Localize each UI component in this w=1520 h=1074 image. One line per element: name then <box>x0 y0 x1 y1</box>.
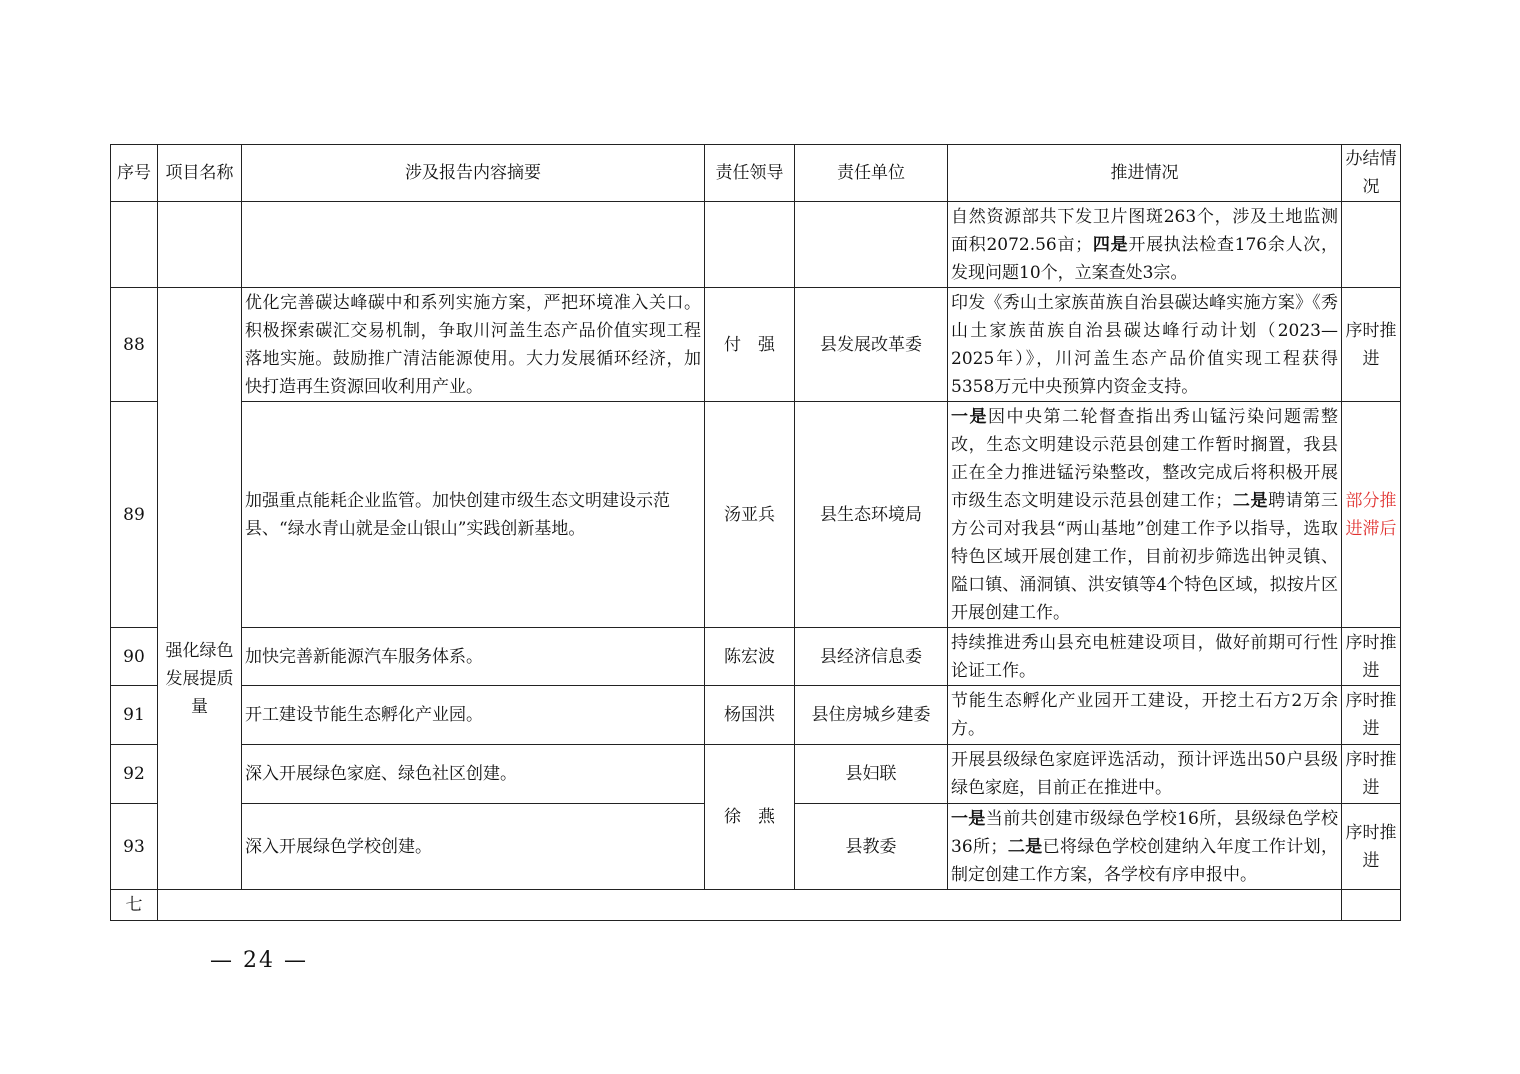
progress-text: 开展执法检查176余人次，发现问题10个，立案查处3宗。 <box>951 234 1339 283</box>
progress-emphasis: 四是 <box>1092 234 1129 255</box>
section-number: 七 <box>111 890 158 921</box>
row-progress <box>948 745 1342 804</box>
progress-emphasis: 一是 <box>951 808 986 829</box>
group-name: 强化绿色发展提质量 <box>158 288 242 890</box>
row-summary: 深入开展绿色学校创建。 <box>242 804 705 890</box>
progress-text: 印发《秀山土家族苗族自治县碳达峰实施方案》《秀山土家族苗族自治县碳达峰行动计划（2023—2025年）》，川河盖生态产品价值实现工程获得5358万元中央预算内资金支持。 <box>951 292 1338 397</box>
row-summary: 深入开展绿色家庭、绿色社区创建。 <box>242 745 705 804</box>
table-row <box>111 402 1401 628</box>
header-leader: 责任领导 <box>705 145 795 202</box>
progress-text: 持续推进秀山县充电桩建设项目，做好前期可行性论证工作。 <box>951 632 1338 681</box>
row-unit: 县妇联 <box>795 745 948 804</box>
progress-text: 聘请第三方公司对我县“两山基地”创建工作予以指导，选取特色区域开展创建工作，目前初步筛选出钟灵镇、隘口镇、涌洞镇、洪安镇等4个特色区域，拟按片区开展创建工作。 <box>951 490 1339 623</box>
progress-text: 节能生态孵化产业园开工建设，开挖土石方2万余方。 <box>951 691 1338 739</box>
row-number: 88 <box>111 288 158 402</box>
row-summary: 优化完善碳达峰碳中和系列实施方案，严把环境准入关口。积极探索碳汇交易机制，争取川河盖生态产品价值实现工程落地实施。鼓励推广清洁能源使用。大力发展循环经济，加快打造再生资源回收利用产业。 <box>242 288 705 402</box>
row-status: 序时推进 <box>1342 686 1401 745</box>
cell-project <box>158 202 242 288</box>
table-row-continuation <box>111 202 1401 288</box>
row-status: 序时推进 <box>1342 628 1401 686</box>
row-leader: 汤亚兵 <box>705 402 795 628</box>
row-progress <box>948 402 1342 628</box>
cell-status <box>1342 202 1401 288</box>
progress-table <box>110 144 1401 921</box>
row-summary: 加快完善新能源汽车服务体系。 <box>242 628 705 686</box>
header-project: 项目名称 <box>158 145 242 202</box>
header-unit: 责任单位 <box>795 145 948 202</box>
row-summary: 开工建设节能生态孵化产业园。 <box>242 686 705 745</box>
progress-text: 因中央第二轮督查指出秀山锰污染问题需整改，生态文明建设示范县创建工作暂时搁置，我县正在全力推进锰污染整改，整改完成后将积极开展市级生态文明建设示范县创建工作； <box>951 406 1338 511</box>
row-number: 92 <box>111 745 158 804</box>
table-row-section <box>111 890 1401 921</box>
cell-leader <box>705 202 795 288</box>
page-number: — 24 — <box>210 948 308 973</box>
row-number: 93 <box>111 804 158 890</box>
row-unit: 县住房城乡建委 <box>795 686 948 745</box>
progress-text: 当前共创建市级绿色学校16所，县级绿色学校36所； <box>951 808 1338 857</box>
row-leader: 杨国洪 <box>705 686 795 745</box>
cell-unit <box>795 202 948 288</box>
progress-emphasis: 一是 <box>951 406 988 427</box>
progress-emphasis: 二是 <box>1232 490 1269 511</box>
row-unit: 县生态环境局 <box>795 402 948 628</box>
row-leader: 徐 燕 <box>705 745 795 890</box>
row-unit: 县经济信息委 <box>795 628 948 686</box>
row-leader: 陈宏波 <box>705 628 795 686</box>
progress-text: 自然资源部共下发卫片图斑263个，涉及土地监测面积2072.56亩； <box>951 206 1338 255</box>
row-progress <box>948 628 1342 686</box>
row-number: 91 <box>111 686 158 745</box>
table-row <box>111 745 1401 804</box>
header-progress: 推进情况 <box>948 145 1342 202</box>
row-unit: 县发展改革委 <box>795 288 948 402</box>
row-status: 部分推进滞后 <box>1342 402 1401 628</box>
progress-text: 已将绿色学校创建纳入年度工作计划，制定创建工作方案，各学校有序申报中。 <box>951 836 1339 885</box>
section-status <box>1342 890 1401 921</box>
row-status: 序时推进 <box>1342 745 1401 804</box>
row-progress <box>948 804 1342 890</box>
table-row <box>111 628 1401 686</box>
row-status: 序时推进 <box>1342 288 1401 402</box>
row-number: 90 <box>111 628 158 686</box>
cell-summary <box>242 202 705 288</box>
row-status: 序时推进 <box>1342 804 1401 890</box>
header-summary: 涉及报告内容摘要 <box>242 145 705 202</box>
row-number: 89 <box>111 402 158 628</box>
row-leader: 付 强 <box>705 288 795 402</box>
row-progress <box>948 288 1342 402</box>
row-summary: 加强重点能耗企业监管。加快创建市级生态文明建设示范县、“绿水青山就是金山银山”实践创新基地。 <box>242 402 705 628</box>
section-title <box>158 890 1342 921</box>
header-status: 办结情况 <box>1342 145 1401 202</box>
progress-text: 开展县级绿色家庭评选活动，预计评选出50户县级绿色家庭，目前正在推进中。 <box>951 750 1338 798</box>
table-row <box>111 686 1401 745</box>
row-unit: 县教委 <box>795 804 948 890</box>
table-row <box>111 288 1401 402</box>
header-seq: 序号 <box>111 145 158 202</box>
row-progress <box>948 686 1342 745</box>
cell-progress <box>948 202 1342 288</box>
progress-emphasis: 二是 <box>1007 836 1043 857</box>
cell-seq <box>111 202 158 288</box>
